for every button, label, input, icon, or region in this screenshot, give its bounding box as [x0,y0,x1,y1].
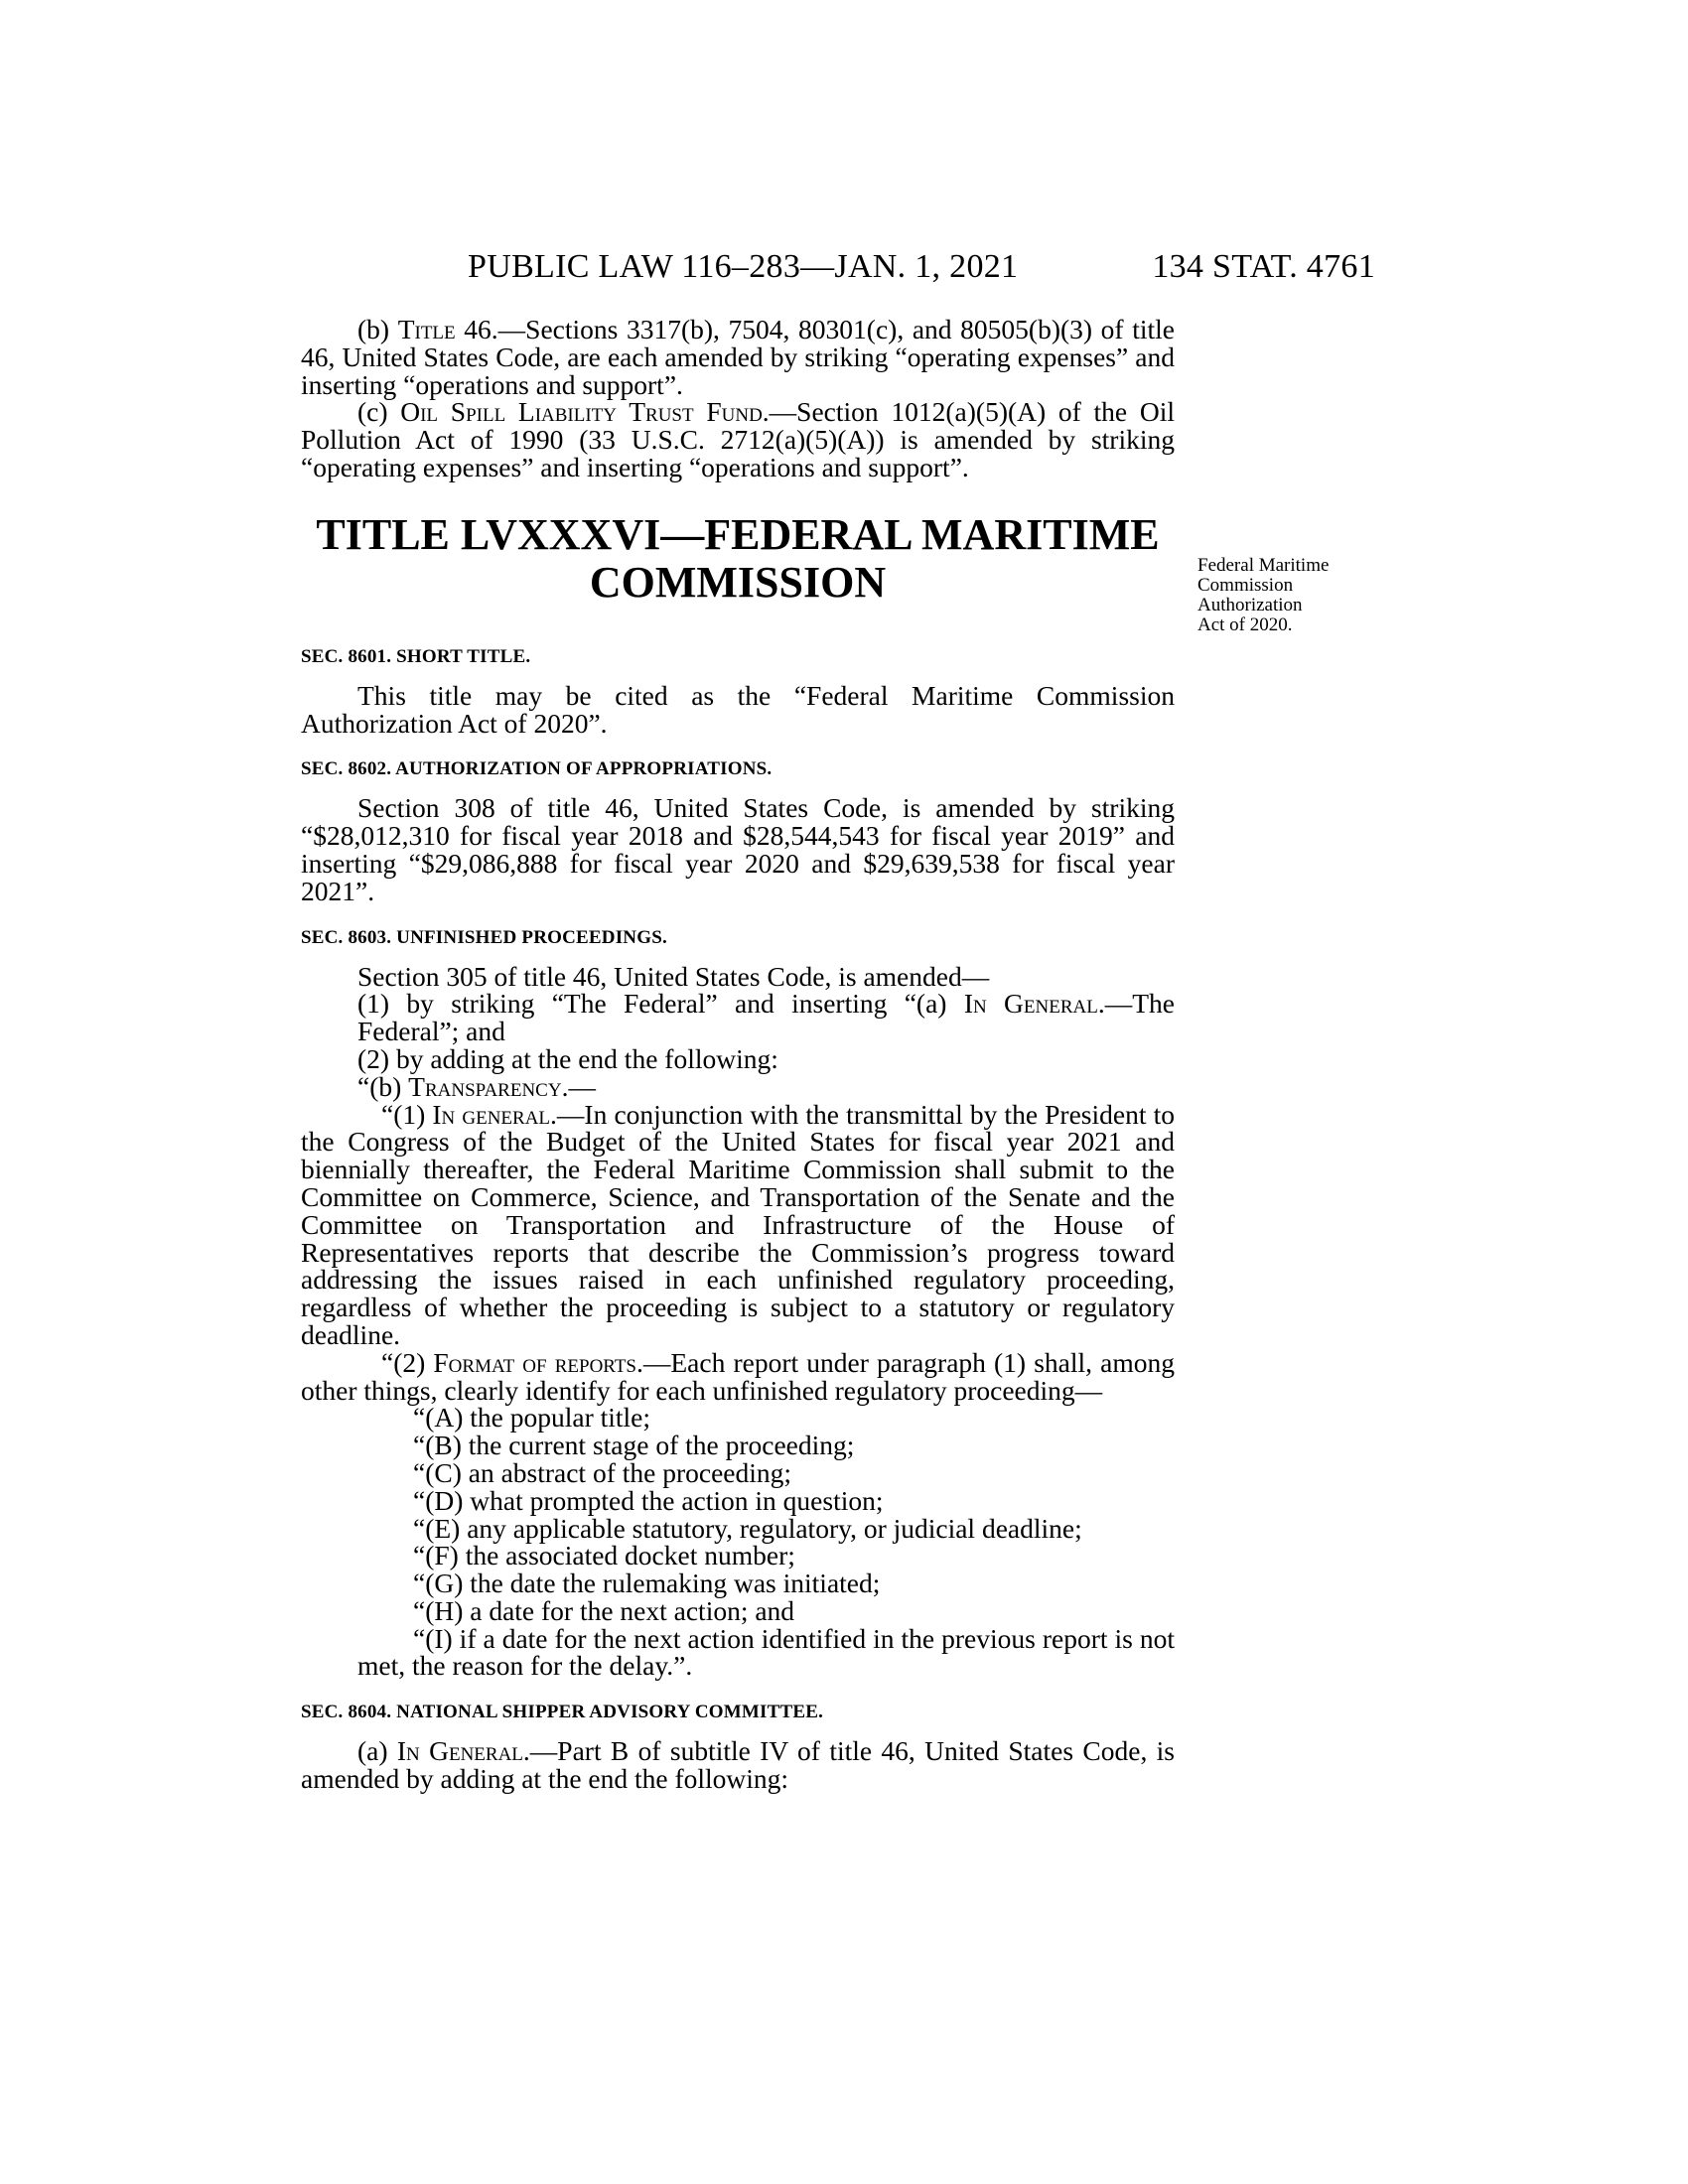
public-law-citation: PUBLIC LAW 116–283—JAN. 1, 2021 [468,248,1019,285]
list-item-b: “(B) the current stage of the proceeding; [413,1430,855,1461]
margin-note [1197,556,1386,635]
section-8602-text: Section 308 of title 46, United States Code, is amended by striking “$28,012,310 for fiscal year 2018 and $28,544,543 for fiscal year 2019” and inserting “$29,086,888 for fiscal year 2020 and $29,639,538 for fiscal year 2021”. [301,792,1175,906]
list-item-c: “(C) an abstract of the proceeding; [413,1456,792,1488]
list-item-i: “(I) if a date for the next action identified in the previous report is not met, the reason for the delay.”. [357,1622,1175,1682]
paragraph-c: (c) Oil Spill Liability Trust Fund.—Section 1012(a)(5)(A) of the Oil Pollution Act of 1990 (33 U.S.C. 2712(a)(5)(A)) is amended by striking “operating expenses” and inserting “operations and support”. [301,396,1175,482]
list-item-f: “(F) the associated docket number; [413,1540,795,1571]
running-header [301,248,1375,288]
section-heading-8604: SEC. 8604. NATIONAL SHIPPER ADVISORY COMMITTEE. [301,1702,824,1723]
section-heading-8602: SEC. 8602. AUTHORIZATION OF APPROPRIATIONS. [301,758,773,780]
paragraph-heading: Title 46. [397,314,498,344]
body-text [301,316,1175,1793]
margin-note-line: Commission [1197,575,1294,596]
amendment-item-2: (2) by adding at the end the following: [357,1042,778,1074]
subsection-b-heading: “(b) Transparency.— [357,1070,596,1102]
section-heading-8601: SEC. 8601. SHORT TITLE. [301,645,531,667]
margin-note-line: Federal Maritime [1197,555,1330,576]
paragraph-2: “(2) Format of reports.—Each report under paragraph (1) shall, among other things, clearly identify for each unfinished regulatory proceeding— [301,1346,1175,1406]
paragraph-1: “(1) In general.—In conjunction with the transmittal by the President to the Congress of the Budget of the United States for fiscal year 2021 and biennially thereafter, the Federal Maritime Commission shall submit to the Committee on Commerce, Science, and Transportation of the Senate and the Committee on Transportation and Infrastructure of the House of Representatives reports that describe the Commission’s progress toward addressing the issues raised in each unfinished regulatory proceeding, regardless of whether the proceeding is subject to a statutory or regulatory deadline. [301,1098,1175,1350]
list-item-g: “(G) the date the rulemaking was initiated; [413,1568,881,1599]
list-item-d: “(D) what prompted the action in question; [413,1484,884,1516]
section-heading-8603: SEC. 8603. UNFINISHED PROCEEDINGS. [301,926,667,948]
margin-note-line: Act of 2020. [1197,614,1293,635]
statute-page-number: 134 STAT. 4761 [1152,248,1375,285]
paragraph-b: (b) Title 46.—Sections 3317(b), 7504, 80301(c), and 80505(b)(3) of title 46, United States Code, are each amended by striking “operating expenses” and inserting “operations and support”. [301,314,1175,400]
paragraph-heading: Oil Spill Liability Trust Fund. [400,396,770,428]
title-heading: TITLE LVXXXVI—FEDERAL MARITIME COMMISSION [316,509,1160,607]
list-item-e: “(E) any applicable statutory, regulatory, or judicial deadline; [413,1512,1082,1544]
margin-note-line: Authorization [1197,595,1303,615]
section-8601-text: This title may be cited as the “Federal Maritime Commission Authorization Act of 2020”. [301,679,1175,739]
list-item-h: “(H) a date for the next action; and [413,1594,795,1626]
section-8603-intro: Section 305 of title 46, United States Code, is amended— [357,960,990,992]
list-item-a: “(A) the popular title; [413,1402,651,1433]
section-8604-text: (a) In General.—Part B of subtitle IV of title 46, United States Code, is amended by adding at the end the following: [301,1735,1176,1795]
amendment-item-1: (1) by striking “The Federal” and inserting “(a) In General.—The Federal”; and [357,988,1175,1047]
